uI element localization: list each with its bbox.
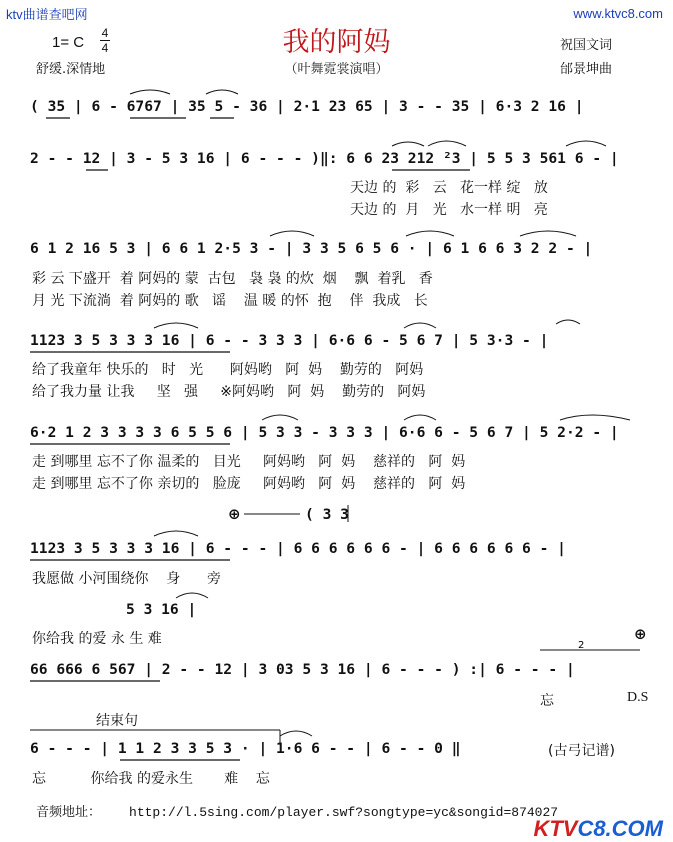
- logo-part-a: KTV: [533, 816, 578, 841]
- slur: [520, 231, 576, 236]
- slur: [270, 231, 314, 236]
- ds-marking: D.S: [627, 690, 649, 705]
- slur: [176, 593, 208, 598]
- audio-link: [36, 801, 558, 820]
- watermark-right: www.ktvc8.com: [573, 6, 663, 21]
- lyrics-line-9: 忘 你给我 的爱永生 难 忘: [32, 771, 270, 787]
- slur: [154, 323, 198, 328]
- song-subtitle: （叶舞霓裳演唱）: [284, 62, 389, 77]
- slur: [392, 142, 424, 146]
- lyrics-line-2-verse-1: 天边 的 彩 云 花一样 绽 放: [350, 180, 548, 196]
- lyrics-line-5-verse-2: 走 到哪里 忘不了你 亲切的 脸庞 阿妈哟 阿 妈 慈祥的 阿 妈: [32, 476, 466, 492]
- score-line-6: 1123 3 5 3 3 3 16 | 6 - - - | 6 6 6 6 6 6 - | 6 6 6 6 6 6 - |: [30, 540, 566, 557]
- lyricist: 祝国文词: [560, 38, 613, 53]
- volta-number: 2: [578, 640, 585, 651]
- score-line-1: ( 35 | 6 - 6767 | 35 5 - 36 | 2·1 23 65 | 3 - - 35 | 6·3 2 16 |: [30, 98, 584, 115]
- watermark-left: ktv曲谱查吧网: [6, 7, 88, 22]
- site-logo: [533, 816, 663, 842]
- meter-bottom: 4: [101, 41, 109, 55]
- lyrics-line-6: 我愿做 小河围绕你 身 旁: [32, 571, 221, 587]
- slur: [556, 320, 580, 324]
- slur: [566, 141, 606, 146]
- composer: 邰景坤曲: [560, 62, 613, 77]
- song-title: 我的阿妈: [282, 27, 391, 58]
- ending-section-label: 结束句: [96, 713, 138, 729]
- coda-sign-2: ⊕: [634, 625, 647, 643]
- audio-url[interactable]: http://l.5sing.com/player.swf?songtype=yc&songid=874027: [129, 805, 559, 820]
- slur: [154, 531, 198, 536]
- slur: [280, 731, 312, 736]
- slur: [262, 415, 298, 420]
- slur: [428, 141, 466, 146]
- transcriber-credit: (古弓记谱): [548, 743, 615, 759]
- slur: [404, 415, 436, 420]
- key-signature: 1= C: [52, 34, 85, 51]
- lyrics-line-5-verse-1: 走 到哪里 忘不了你 温柔的 目光 阿妈哟 阿 妈 慈祥的 阿 妈: [32, 454, 466, 470]
- audio-link-label: 音频地址：: [36, 805, 102, 820]
- score-line-9: 6 - - - | 1 1 2 3 3 5 3 · | 1·6 6 - - | 6 - - 0 ‖: [30, 740, 461, 757]
- tempo-marking: 舒缓.深情地: [36, 62, 106, 77]
- score-line-2: 2 - - 12 | 3 - 5 3 16 | 6 - - - )‖: 6 6 23 212 ²3 | 5 5 3 561 6 - |: [30, 150, 619, 167]
- slur: [560, 415, 630, 420]
- lyrics-line-8: 忘: [540, 693, 554, 709]
- lyrics-line-4-verse-2: 给了我力量 让我 坚 强 ※阿妈哟 阿 妈 勤劳的 阿妈: [32, 384, 426, 400]
- coda-sign: ⊕: [228, 505, 241, 523]
- lyrics-line-7: 你给我 的爱 永 生 难: [32, 631, 162, 647]
- slur: [406, 231, 454, 236]
- logo-part-b: C8.COM: [577, 816, 663, 841]
- score-line-8: 66 666 6 567 | 2 - - 12 | 3 03 5 3 16 | 6 - - - ) :| 6 - - - |: [30, 661, 575, 678]
- coda-pickup: ( 3 3: [305, 506, 349, 523]
- lyrics-line-3-verse-1: 彩 云 下盛开 着 阿妈的 蒙 古包 袅 袅 的炊 烟 飘 着乳 香: [32, 271, 433, 287]
- time-signature: [100, 27, 110, 54]
- lyrics-line-4-verse-1: 给了我童年 快乐的 时 光 阿妈哟 阿 妈 勤劳的 阿妈: [32, 362, 424, 378]
- slur: [404, 323, 436, 328]
- slur: [130, 90, 170, 94]
- score-line-7: 5 3 16 |: [126, 601, 197, 618]
- meter-top: 4: [101, 26, 109, 40]
- score-line-4: 1123 3 5 3 3 3 16 | 6 - - 3 3 3 | 6·6 6 - 5 6 7 | 5 3·3 - |: [30, 332, 549, 349]
- lyrics-line-2-verse-2: 天边 的 月 光 水一样 明 亮: [350, 202, 548, 218]
- lyrics-line-3-verse-2: 月 光 下流淌 着 阿妈的 歌 谣 温 暖 的怀 抱 伴 我成 长: [32, 293, 428, 309]
- score-line-3: 6 1 2 16 5 3 | 6 6 1 2·5 3 - | 3 3 5 6 5 6 · | 6 1 6 6 3 2 2 - |: [30, 240, 593, 257]
- slur: [206, 90, 238, 94]
- score-line-5: 6·2 1 2 3 3 3 3 6 5 5 6 | 5 3 3 - 3 3 3 | 6·6 6 - 5 6 7 | 5 2·2 - |: [30, 424, 619, 441]
